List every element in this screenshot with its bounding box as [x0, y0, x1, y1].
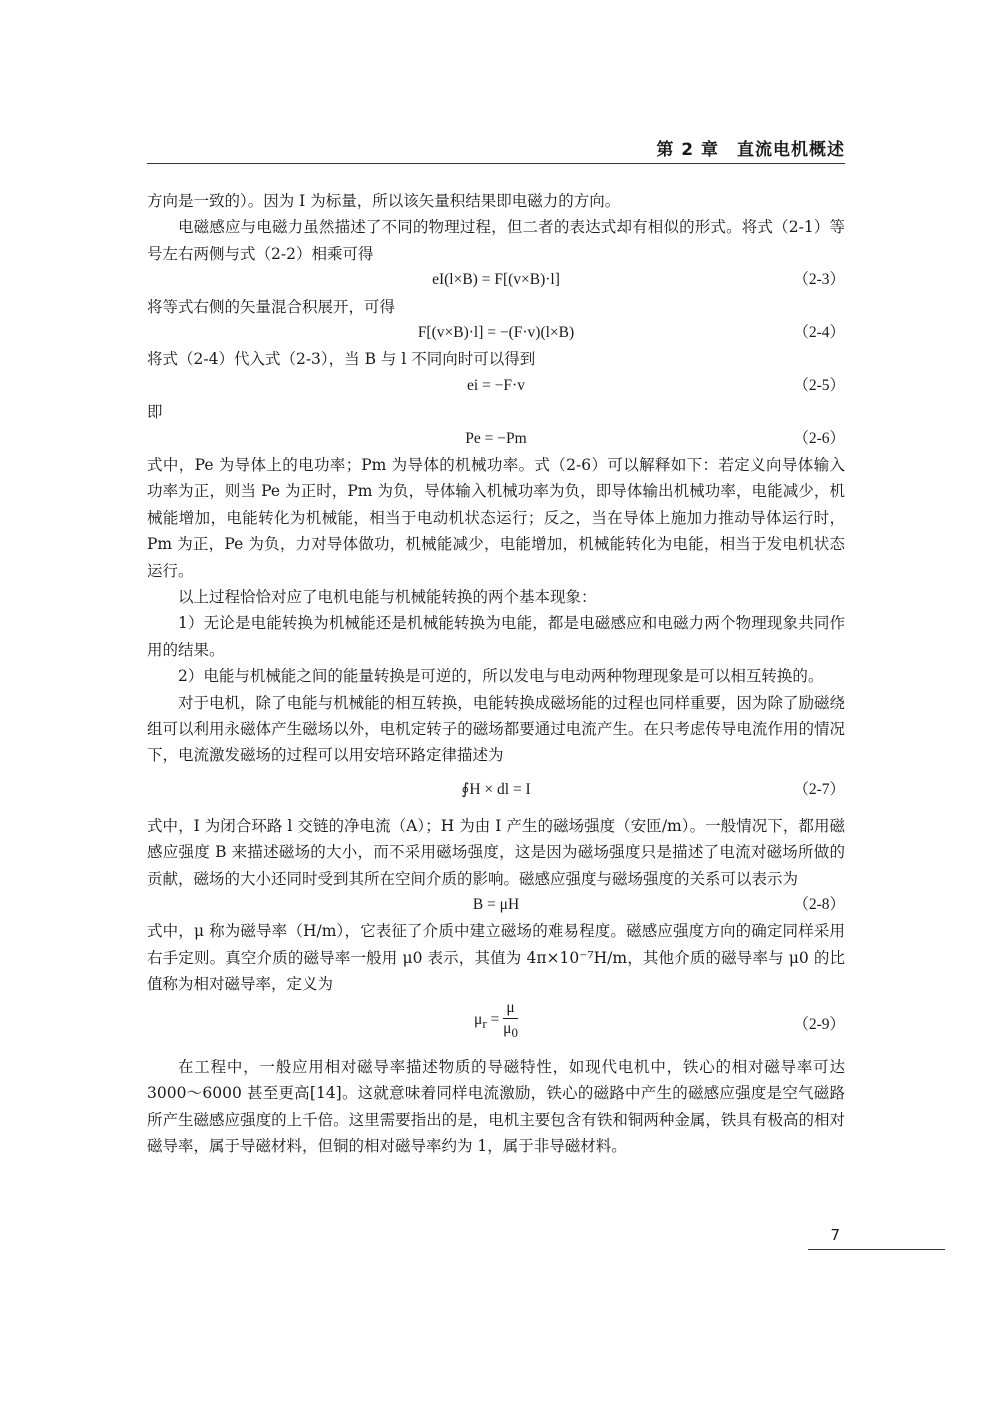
- page-number: 7: [830, 1226, 840, 1244]
- page-content: [147, 188, 845, 1159]
- equation-2-7: [147, 769, 845, 813]
- paragraph: 式中，I 为闭合环路 l 交链的净电流（A）；H 为由 I 产生的磁场强度（安匝/m）。一般情况下，都用磁感应强度 B 来描述磁场的大小，而不采用磁场强度，这是因为磁场强度只是描述了电流对磁场所做的贡献，磁场的大小还同时受到其所在空间介质的影响。磁感应强度与磁场强度的关系可以表示为: [147, 816, 845, 888]
- equation-expression: F[(v×B)·l] = −(F·v)(l×B): [417, 324, 575, 342]
- paragraph: 方向是一致的）。因为 I 为标量，所以该矢量积结果即电磁力的方向。: [147, 192, 621, 210]
- fraction-numerator: μ: [503, 998, 518, 1019]
- equation-expression: B = μH: [472, 896, 520, 914]
- equation-number: （2-7）: [793, 780, 845, 798]
- equation-expression: ∮H × dl = I: [461, 780, 531, 798]
- paragraph: 将式（2-4）代入式（2-3），当 B 与 l 不同向时可以得到: [147, 350, 536, 369]
- equation-expression: eI(l×B) = F[(v×B)·l]: [432, 271, 560, 289]
- equation-expression: ei = −F·v: [467, 376, 525, 394]
- equation-2-8: [147, 892, 845, 918]
- equation-2-9: [147, 998, 845, 1054]
- paragraph: 将等式右侧的矢量混合积展开，可得: [147, 297, 396, 316]
- equation-expression: Pe = −Pm: [465, 429, 527, 447]
- fraction: [503, 998, 518, 1043]
- equation-number: （2-4）: [793, 324, 845, 342]
- paragraph: 在工程中，一般应用相对磁导率描述物质的导磁特性，如现代电机中，铁心的相对磁导率可达 3000～6000 甚至更高[14]。这就意味着同样电流激励，铁心的磁路中产生的磁感应强度是空气磁路所产生磁感应强度的上千倍。这里需要指出的是，电机主要包含有铁和铜两种金属，铁具有极高的相对磁导率，属于导磁材料，但铜的相对磁导率约为 1，属于非导磁材料。: [147, 1057, 845, 1155]
- paragraph: 电磁感应与电磁力虽然描述了不同的物理过程，但二者的表达式却有相似的形式。将式（2-1）等号左右两侧与式（2-2）相乘可得: [147, 218, 845, 263]
- paragraph: 对于电机，除了电能与机械能的相互转换，电能转换成磁场能的过程也同样重要，因为除了励磁绕组可以利用永磁体产生磁场以外，电机定转子的磁场都要通过电流产生。在只考虑传导电流作用的情况下，电流激发磁场的过程可以用安培环路定律描述为: [147, 693, 845, 765]
- equation-2-5: [147, 373, 845, 399]
- list-item: 2）电能与机械能之间的能量转换是可逆的，所以发电与电动两种物理现象是可以相互转换的。: [178, 667, 824, 686]
- footer-divider: [808, 1249, 945, 1250]
- equation-2-3: [147, 267, 845, 293]
- paragraph: 以上过程恰恰对应了电机电能与机械能转换的两个基本现象：: [178, 588, 597, 607]
- equation-2-4: [147, 320, 845, 346]
- paragraph: 式中，Pe 为导体上的电功率；Pm 为导体的机械功率。式（2-6）可以解释如下：若定义向导体输入功率为正，则当 Pe 为正时，Pm 为负，导体输入机械功率为负，即导体输出机械功率，电能减少，机械能增加，电能转化为机械能，相当于电动机状态运行；反之，当在导体上施加力推动导体运行时，Pm 为正，Pe 为负，力对导体做功，机械能减少，电能增加，机械能转化为电能，相当于发电机状态运行。: [147, 456, 845, 580]
- header-divider: [147, 163, 845, 164]
- equation-number: （2-9）: [793, 1015, 845, 1033]
- list-item: 1）无论是电能转换为机械能还是机械能转换为电能，都是电磁感应和电磁力两个物理现象共同作用的结果。: [147, 614, 845, 659]
- paragraph: 即: [147, 403, 163, 422]
- equation-2-6: [147, 426, 845, 452]
- fraction-lhs: $\mu_r$ =: [474, 1010, 504, 1031]
- equation-number: （2-3）: [793, 271, 845, 289]
- equation-number: （2-8）: [793, 896, 845, 914]
- chapter-header: 第 2 章 直流电机概述: [656, 140, 845, 160]
- paragraph: 式中，μ 称为磁导率（H/m），它表征了介质中建立磁场的难易程度。磁感应强度方向的确定同样采用右手定则。真空介质的磁导率一般用 μ0 表示，其值为 4π×10⁻⁷H/m，其他介质的磁导率与 μ0 的比值称为相对磁导率，定义为: [147, 922, 845, 994]
- equation-number: （2-5）: [793, 376, 845, 394]
- equation-number: （2-6）: [793, 429, 845, 447]
- fraction-denominator: $\mu_0$: [503, 1019, 518, 1040]
- equation-expression: [147, 998, 845, 1043]
